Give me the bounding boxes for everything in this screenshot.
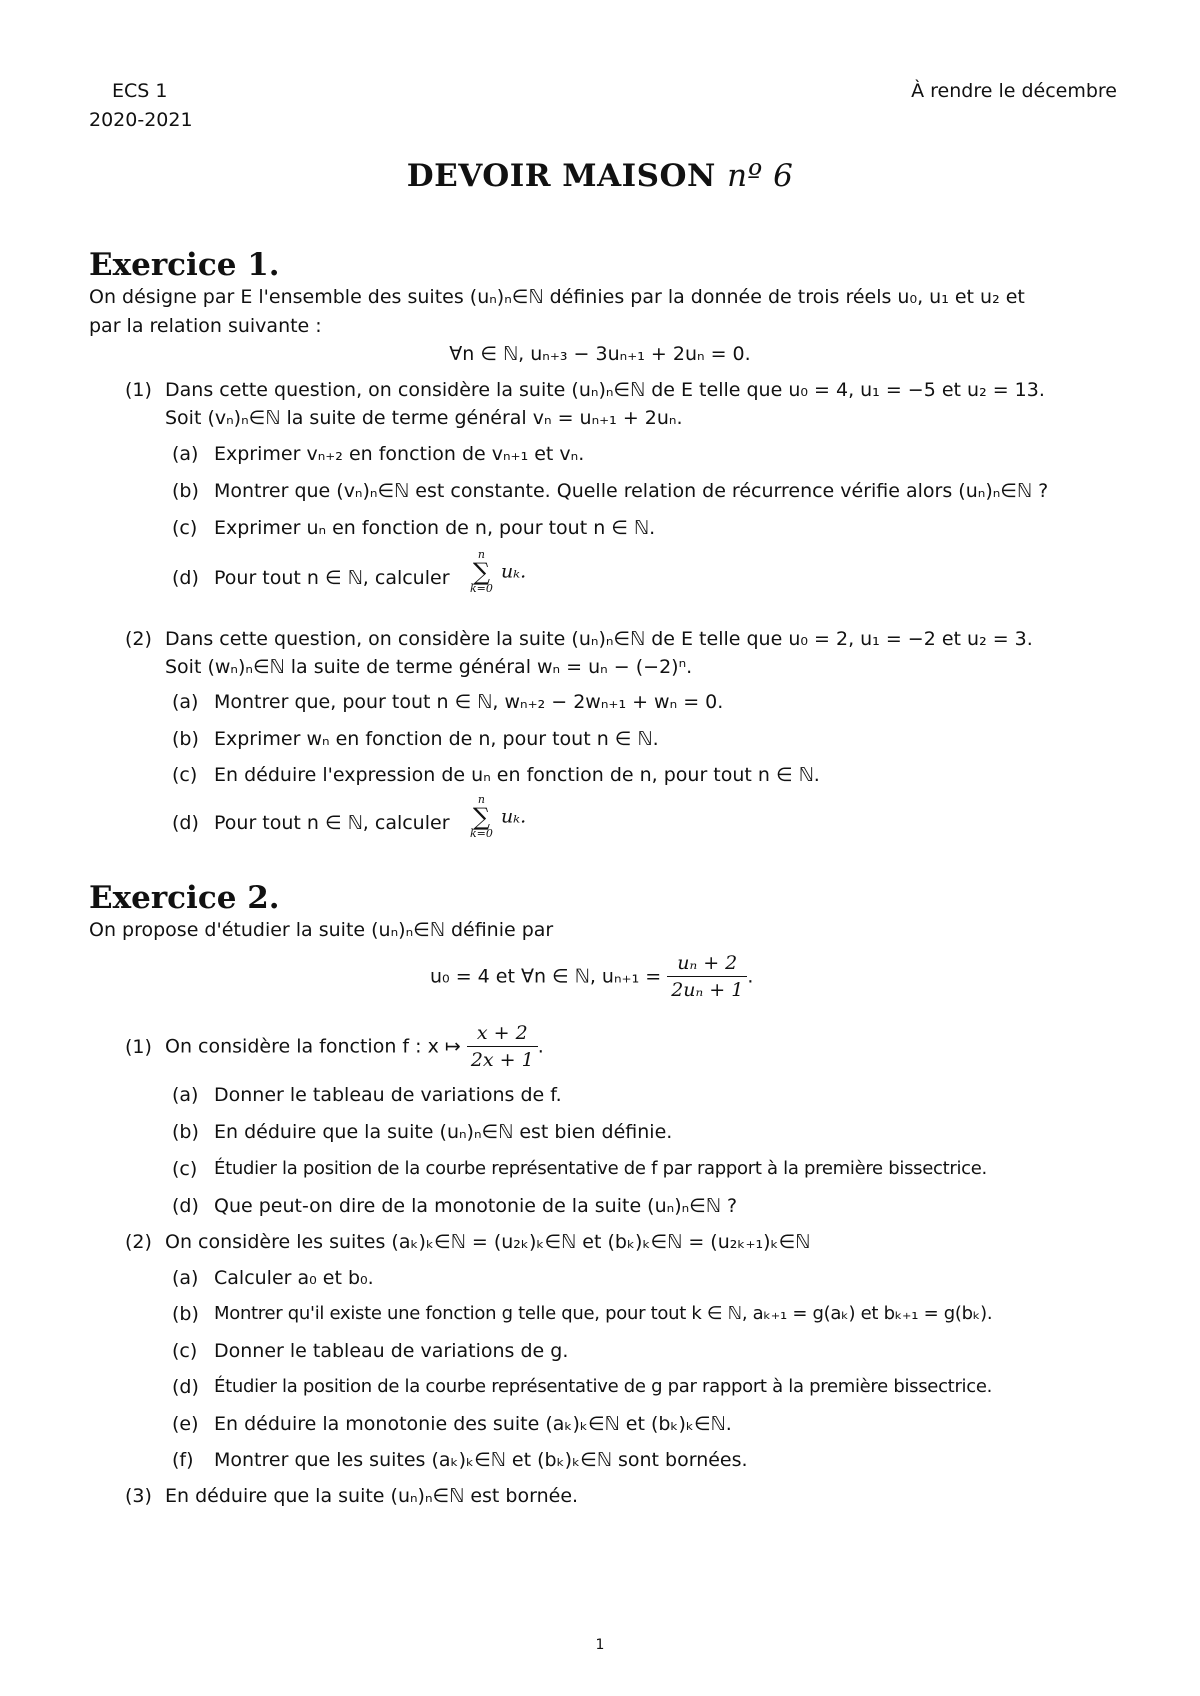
- ex2-q2e-label: (e): [172, 1413, 199, 1435]
- ex1-q1b-text: Montrer que (vₙ)ₙ∈ℕ est constante. Quelle relation de récurrence vérifie alors (uₙ)ₙ∈ℕ ?: [214, 480, 1049, 502]
- ex1-q2a-text: Montrer que, pour tout n ∈ ℕ, wₙ₊₂ − 2wₙ₊₁ + wₙ = 0.: [214, 691, 724, 713]
- sum-term: uₖ.: [500, 560, 527, 583]
- ex2-q1b-text: En déduire que la suite (uₙ)ₙ∈ℕ est bien définie.: [214, 1121, 673, 1143]
- ex2-q1a-label: (a): [172, 1084, 199, 1106]
- ex2-q2c-label: (c): [172, 1340, 198, 1362]
- ex1-q2d-label: (d): [172, 812, 199, 834]
- ex1-q1-line-1: Dans cette question, on considère la suite (uₙ)ₙ∈ℕ de E telle que u₀ = 4, u₁ = −5 et u₂ = 13.: [165, 379, 1045, 401]
- ex2-q2b-label: (b): [172, 1303, 199, 1325]
- fraction-denominator: 2x + 1: [470, 1049, 534, 1071]
- ex2-q2c-text: Donner le tableau de variations de g.: [214, 1340, 569, 1362]
- ex2-q1-label: (1): [125, 1035, 152, 1058]
- ex1-q1d-text: Pour tout n ∈ ℕ, calculer: [214, 567, 450, 589]
- ex1-q2c-label: (c): [172, 764, 198, 786]
- ex2-q1c-label: (c): [172, 1158, 198, 1180]
- ex1-q1-line-2: Soit (vₙ)ₙ∈ℕ la suite de terme général vₙ = uₙ₊₁ + 2uₙ.: [165, 407, 683, 429]
- sigma-icon: ∑: [472, 803, 491, 831]
- ex2-q1-text: On considère la fonction f : x ↦: [165, 1035, 461, 1058]
- fraction-numerator: x + 2: [467, 1020, 538, 1047]
- exercise-2-heading: Exercice 2.: [89, 880, 280, 916]
- ex2-q2d-label: (d): [172, 1376, 199, 1398]
- ex1-q1a-label: (a): [172, 443, 199, 465]
- course-name: ECS 1: [112, 80, 168, 102]
- ex2-def-left: u₀ = 4 et ∀n ∈ ℕ, uₙ₊₁ =: [430, 965, 662, 988]
- ex1-q2-line-2: Soit (wₙ)ₙ∈ℕ la suite de terme général wₙ = uₙ − (−2)ⁿ.: [165, 656, 693, 678]
- title-number: nº 6: [727, 158, 794, 194]
- ex1-q1c-text: Exprimer uₙ en fonction de n, pour tout n ∈ ℕ.: [214, 517, 656, 539]
- ex2-intro: On propose d'étudier la suite (uₙ)ₙ∈ℕ définie par: [89, 919, 554, 941]
- ex2-q1a-text: Donner le tableau de variations de f.: [214, 1084, 562, 1106]
- ex1-q2-label: (2): [125, 628, 152, 650]
- ex1-q1a-text: Exprimer vₙ₊₂ en fonction de vₙ₊₁ et vₙ.: [214, 443, 585, 465]
- ex1-q2d-sum: [468, 794, 526, 840]
- summation-symbol: [470, 549, 493, 595]
- ex1-recurrence-relation: ∀n ∈ ℕ, uₙ₊₃ − 3uₙ₊₁ + 2uₙ = 0.: [449, 343, 751, 365]
- title-main: DEVOIR MAISON: [406, 158, 716, 194]
- ex2-q1b-label: (b): [172, 1121, 199, 1143]
- ex2-q3-label: (3): [125, 1485, 152, 1507]
- ex2-q2d-text: Étudier la position de la courbe représentative de g par rapport à la première bissectrice.: [214, 1376, 993, 1397]
- ex1-q2b-label: (b): [172, 728, 199, 750]
- sigma-icon: ∑: [472, 558, 491, 586]
- ex2-q1d-text: Que peut-on dire de la monotonie de la suite (uₙ)ₙ∈ℕ ?: [214, 1195, 738, 1217]
- ex2-q3-text: En déduire que la suite (uₙ)ₙ∈ℕ est bornée.: [165, 1485, 579, 1507]
- due-date: À rendre le décembre: [911, 80, 1117, 102]
- fraction-numerator: uₙ + 2: [667, 950, 747, 977]
- ex1-q2c-text: En déduire l'expression de uₙ en fonction de n, pour tout n ∈ ℕ.: [214, 764, 820, 786]
- ex2-q1c-text: Étudier la position de la courbe représentative de f par rapport à la première bissectrice.: [214, 1158, 987, 1179]
- ex2-q1-fraction: [467, 1020, 538, 1073]
- ex2-q1-end: .: [537, 1035, 544, 1058]
- page-title: [0, 158, 1200, 194]
- ex1-q2a-label: (a): [172, 691, 199, 713]
- ex1-q1c-label: (c): [172, 517, 198, 539]
- ex2-definition: [430, 950, 753, 1003]
- fraction-denominator: 2uₙ + 1: [671, 979, 744, 1001]
- sum-upper-bound: n: [477, 548, 485, 561]
- ex1-q2b-text: Exprimer wₙ en fonction de n, pour tout n ∈ ℕ.: [214, 728, 659, 750]
- ex1-q1d-label: (d): [172, 567, 199, 589]
- ex2-q2f-text: Montrer que les suites (aₖ)ₖ∈ℕ et (bₖ)ₖ∈ℕ sont bornées.: [214, 1449, 748, 1471]
- page-number: 1: [595, 1637, 605, 1653]
- school-year: 2020-2021: [89, 109, 193, 131]
- ex2-q2a-label: (a): [172, 1267, 199, 1289]
- ex1-intro-line-2: par la relation suivante :: [89, 315, 322, 337]
- sum-upper-bound: n: [477, 793, 485, 806]
- exercise-1-heading: Exercice 1.: [89, 247, 280, 283]
- sum-term: uₖ.: [500, 805, 527, 828]
- ex2-q2a-text: Calculer a₀ et b₀.: [214, 1267, 374, 1289]
- sum-lower-bound: k=0: [470, 827, 493, 840]
- ex2-q2f-label: (f): [172, 1449, 194, 1471]
- ex2-q2-label: (2): [125, 1231, 152, 1253]
- ex1-q2d-text: Pour tout n ∈ ℕ, calculer: [214, 812, 450, 834]
- ex1-intro-line-1: On désigne par E l'ensemble des suites (uₙ)ₙ∈ℕ définies par la donnée de trois réels u₀, u₁ et u₂ et: [89, 286, 1025, 308]
- summation-symbol: [470, 794, 493, 840]
- ex2-def-fraction: [667, 950, 747, 1003]
- ex1-q1d-sum: [468, 549, 526, 595]
- ex2-q1d-label: (d): [172, 1195, 199, 1217]
- ex2-q2b-text: Montrer qu'il existe une fonction g telle que, pour tout k ∈ ℕ, aₖ₊₁ = g(aₖ) et bₖ₊₁ = g(bₖ).: [214, 1303, 993, 1324]
- ex1-q2-line-1: Dans cette question, on considère la suite (uₙ)ₙ∈ℕ de E telle que u₀ = 2, u₁ = −2 et u₂ = 3.: [165, 628, 1033, 650]
- ex1-q1b-label: (b): [172, 480, 199, 502]
- ex2-q1: [125, 1020, 544, 1073]
- ex2-def-end: .: [747, 965, 754, 988]
- ex2-q2e-text: En déduire la monotonie des suite (aₖ)ₖ∈ℕ et (bₖ)ₖ∈ℕ.: [214, 1413, 732, 1435]
- sum-lower-bound: k=0: [470, 582, 493, 595]
- ex2-q2-text: On considère les suites (aₖ)ₖ∈ℕ = (u₂ₖ)ₖ∈ℕ et (bₖ)ₖ∈ℕ = (u₂ₖ₊₁)ₖ∈ℕ: [165, 1231, 811, 1253]
- ex1-q1-label: (1): [125, 379, 152, 401]
